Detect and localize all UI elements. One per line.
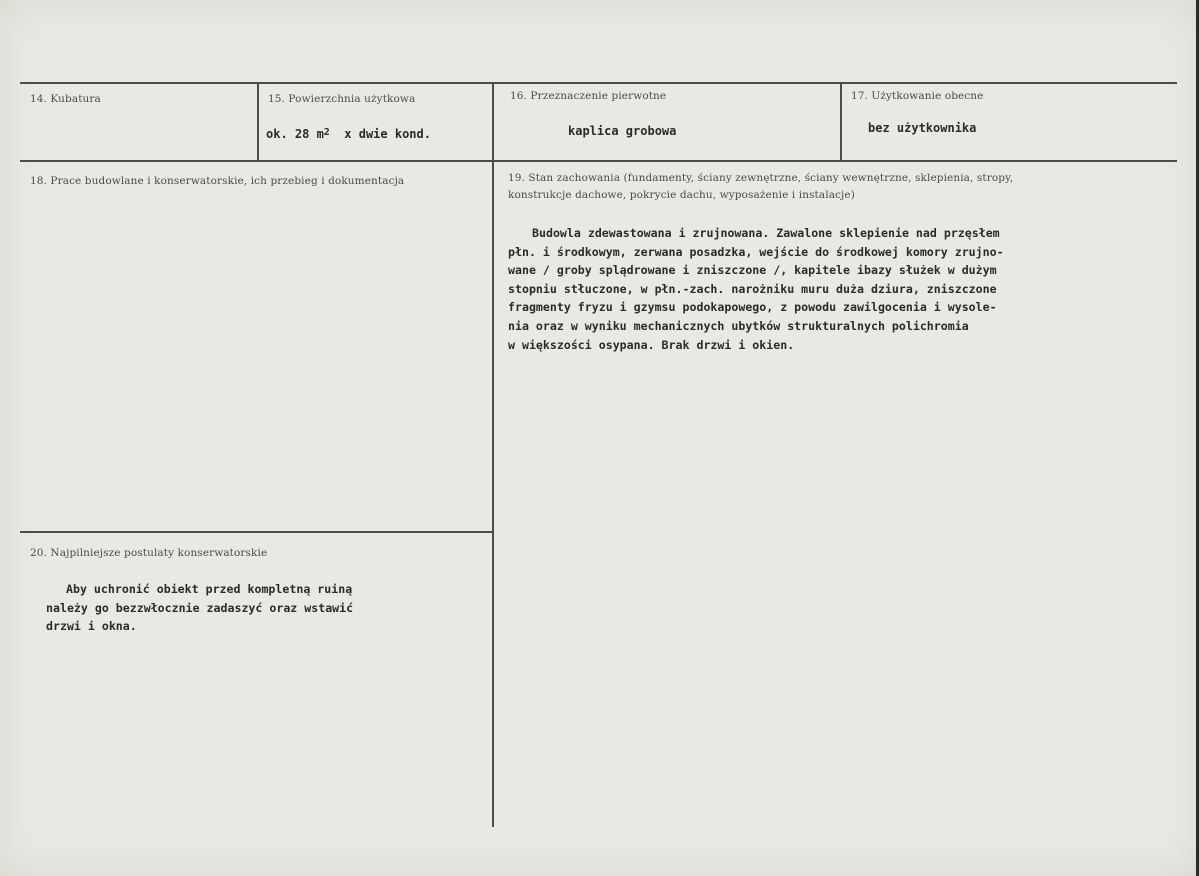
divider-15-16	[492, 84, 494, 160]
f17-value: bez użytkownika	[868, 121, 977, 135]
f15-value-prefix: ok. 28 m	[266, 127, 324, 141]
f15-value-suffix: x dwie kond.	[344, 127, 431, 141]
f20-label: 20. Najpilniejsze postulaty konserwatorskie	[30, 547, 268, 559]
f19-label: 19. Stan zachowania (fundamenty, ściany zewnętrzne, ściany wewnętrzne, sklepienia, stropy, konstrukcje dachowe, pokrycie dachu, wyposażenie i instalacje)	[508, 172, 1014, 201]
f19-line: fragmenty fryzu i gzymsu podokapowego, z powodu zawilgocenia i wysole-	[508, 300, 997, 315]
f19-text	[508, 224, 1004, 354]
f15-label: 15. Powierzchnia użytkowa	[268, 93, 416, 105]
f19-line: nia oraz w wyniku mechanicznych ubytków strukturalnych polichromia	[508, 318, 969, 333]
f18-bottom-rule	[20, 531, 492, 533]
f20-line: Aby uchronić obiekt przed kompletną ruiną	[66, 582, 353, 596]
f19-line: płn. i środkowym, zerwana posadzka, wejście do środkowej komory zrujno-	[508, 244, 1004, 259]
f18-label: 18. Prace budowlane i konserwatorskie, ich przebieg i dokumentacja	[30, 175, 405, 187]
f15-value-sup: 2	[323, 127, 330, 138]
f19-line: stopniu stłuczone, w płn.-zach. narożniku muru duża dziura, zniszczone	[508, 281, 997, 296]
f20-line: należy go bezzwłocznie zadaszyć oraz wstawić	[46, 600, 354, 615]
row1-bottom-rule	[20, 160, 1177, 162]
f19-line: w większości osypana. Brak drzwi i okien.	[508, 337, 795, 352]
f15-value	[266, 127, 431, 141]
f17-label: 17. Użytkowanie obecne	[851, 90, 984, 102]
f19-line: Budowla zdewastowana i zrujnowana. Zawalone sklepienie nad przęsłem	[532, 226, 1000, 240]
f14-label: 14. Kubatura	[30, 93, 101, 105]
f20-line: drzwi i okna.	[46, 619, 137, 634]
divider-16-17	[840, 84, 842, 160]
divider-left-right	[492, 162, 494, 827]
f20-text	[46, 580, 353, 636]
f16-label: 16. Przeznaczenie pierwotne	[510, 90, 667, 102]
divider-14-15	[257, 84, 259, 160]
top-rule	[20, 82, 1177, 84]
f16-value: kaplica grobowa	[568, 124, 677, 138]
f19-line: wane / groby splądrowane i zniszczone /, kapitele ibazy służek w dużym	[508, 263, 997, 278]
